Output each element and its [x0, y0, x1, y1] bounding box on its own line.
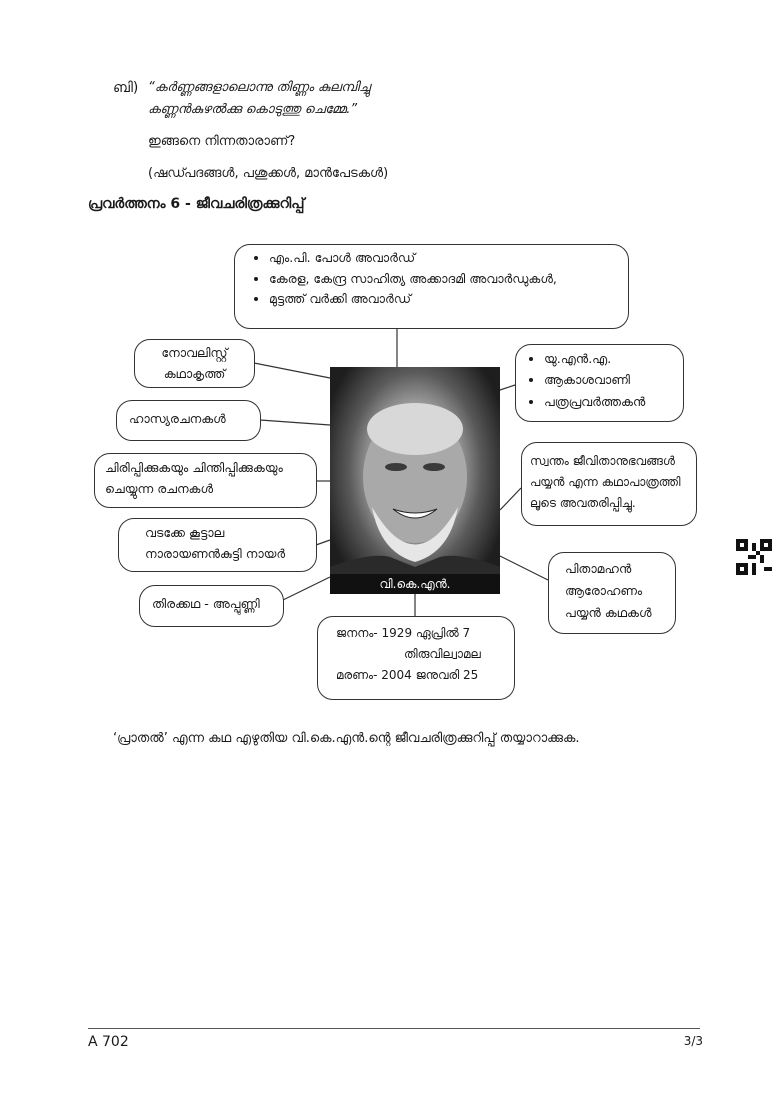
portrait-illustration: [330, 367, 500, 594]
qr-code-icon: [736, 539, 772, 575]
job-item: • പത്രപ്രവർത്തകൻ: [544, 391, 675, 412]
full-name-box: [118, 518, 317, 572]
screenplay-text: തിരക്കഥ - അപ്പുണ്ണി: [152, 596, 260, 611]
work-item: ആരോഹണം: [565, 582, 643, 598]
birthplace-line: തിരുവില്വാമല: [404, 647, 481, 661]
author-name-caption: വി.കെ.എൻ.: [330, 574, 500, 594]
quote-line-1: “കർണ്ണങ്ങളാലൊന്നു തിണ്ണം കുലമ്പിച്ചു: [148, 80, 371, 95]
award-item: • എം.പി. പോൾ അവാർഡ്: [269, 248, 614, 269]
experiences-box: [521, 442, 697, 526]
life-box: [317, 616, 515, 700]
laugh-think-line-1: ചിരിപ്പിക്കുകയും ചിന്തിപ്പിക്കുകയും: [105, 460, 283, 475]
works-box: [548, 552, 676, 634]
experiences-line-3: ലൂടെ അവതരിപ്പിച്ചു.: [530, 496, 636, 510]
humor-text: ഹാസ്യരചനകൾ: [129, 411, 226, 426]
paper-code: A 702: [88, 1034, 129, 1050]
novelist-line: നോവലിസ്റ്റ്: [161, 345, 228, 360]
birth-line: ജനനം- 1929 ഏപ്രിൽ 7: [336, 626, 471, 640]
work-item: പിതാമഹൻ: [565, 561, 632, 576]
experiences-line-1: സ്വന്തം ജീവിതാനുഭവങ്ങൾ: [530, 454, 675, 468]
page-number: 3/3: [683, 1034, 703, 1048]
instruction-text: ‘പ്രാതൽ’ എന്ന കഥ എഴുതിയ വി.കെ.എൻ.ന്റെ ജീവചരിത്രക്കുറിപ്പ് തയ്യാറാക്കുക.: [113, 731, 580, 746]
author-photo: [330, 367, 500, 594]
experiences-line-2: പയ്യൻ എന്ന കഥാപാത്രത്തി: [530, 475, 681, 489]
footer-divider: [88, 1028, 700, 1029]
humor-box: [116, 400, 261, 441]
jobs-box: [515, 344, 684, 422]
death-line: മരണം- 2004 ജനുവരി 25: [336, 668, 479, 682]
award-item: • മുട്ടത്ത് വർക്കി അവാർഡ്: [269, 289, 614, 310]
story-writer-line: കഥാകൃത്ത്: [163, 365, 226, 381]
work-item: പയ്യൻ കഥകൾ: [565, 604, 652, 620]
awards-box: [234, 244, 629, 329]
answer-options: (ഷഡ്പദങ്ങൾ, പശുക്കൾ, മാൻപേടകൾ): [148, 166, 389, 181]
question-text: ഇങ്ങനെ നിന്നതാരാണ്?: [148, 134, 296, 149]
full-name-line-2: നാരായണൻകുട്ടി നായർ: [145, 545, 286, 561]
activity-title: പ്രവർത്തനം 6 - ജീവചരിത്രക്കുറിപ്പ്: [88, 196, 305, 212]
quote-line-2: കണ്ണൻകുഴൽക്കു കൊടുത്തു ചെമ്മേ.”: [148, 102, 358, 117]
question-label: ബി): [113, 80, 139, 96]
job-item: • ആകാശവാണി: [544, 369, 675, 390]
laugh-think-box: [94, 453, 317, 508]
novelist-box: [134, 339, 255, 388]
laugh-think-line-2: ചെയ്യുന്ന രചനകൾ: [105, 480, 214, 496]
job-item: • യു.എൻ.എ.: [544, 348, 675, 369]
award-item: • കേരള, കേന്ദ്ര സാഹിത്യ അക്കാദമി അവാർഡുകൾ,: [269, 269, 614, 290]
screenplay-box: [139, 585, 284, 627]
full-name-line-1: വടക്കേ കൂട്ടാല: [145, 525, 225, 540]
